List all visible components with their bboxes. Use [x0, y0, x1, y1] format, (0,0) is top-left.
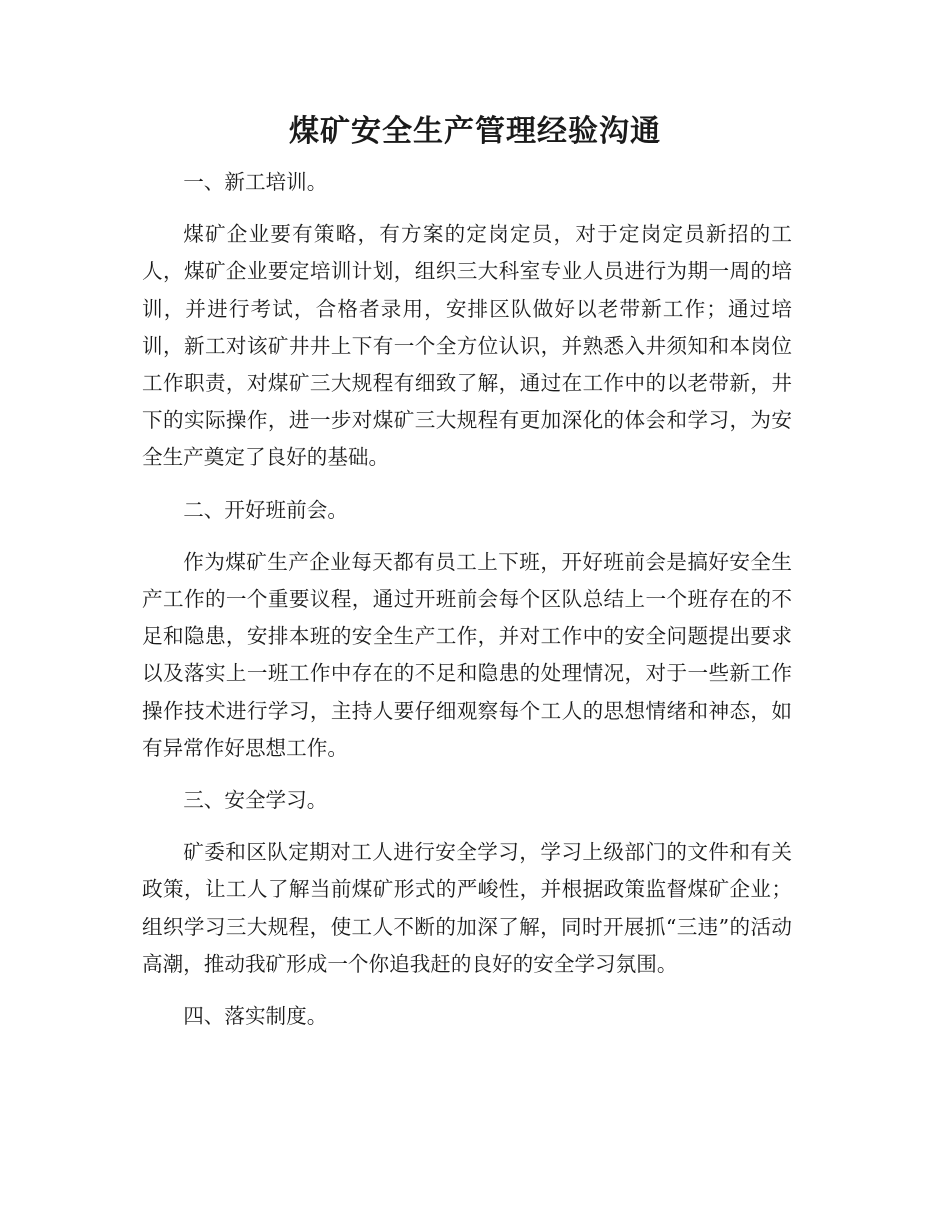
- document-body: [142, 164, 792, 1050]
- section-heading-1: 一、新工培训。: [183, 170, 328, 194]
- section-heading-3: 三、安全学习。: [183, 788, 328, 813]
- section-heading-2: 二、开好班前会。: [183, 497, 348, 522]
- section-heading-4: 四、落实制度。: [183, 1004, 328, 1029]
- section-paragraph-1: 煤矿企业要有策略，有方案的定岗定员，对于定岗定员新招的工人，煤矿企业要定培训计划，组织三大科室专业人员进行为期一周的培训，并进行考试，合格者录用，安排区队做好以老带新工作；通过培训，新工对该矿井井上下有一个全方位认识，并熟悉入井须知和本岗位工作职责，对煤矿三大规程有细致了解，通过在工作中的以老带新，井下的实际操作，进一步对煤矿三大规程有更加深化的体会和学习，为安全生产奠定了良好的基础。: [142, 222, 792, 470]
- document-title: 煤矿安全生产管理经验沟通: [289, 114, 661, 149]
- section-paragraph-3: 矿委和区队定期对工人进行安全学习，学习上级部门的文件和有关政策，让工人了解当前煤矿形式的严峻性，并根据政策监督煤矿企业；组织学习三大规程，使工人不断的加深了解，同时开展抓“三违”的活动高潮，推动我矿形成一个你追我赶的良好的安全学习氛围。: [142, 840, 792, 976]
- section-paragraph-2: 作为煤矿生产企业每天都有员工上下班，开好班前会是搞好安全生产工作的一个重要议程，通过开班前会每个区队总结上一个班存在的不足和隐患，安排本班的安全生产工作，并对工作中的安全问题提出要求以及落实上一班工作中存在的不足和隐患的处理情况，对于一些新工作操作技术进行学习，主持人要仔细观察每个工人的思想情绪和神态，如有异常作好思想工作。: [142, 549, 792, 760]
